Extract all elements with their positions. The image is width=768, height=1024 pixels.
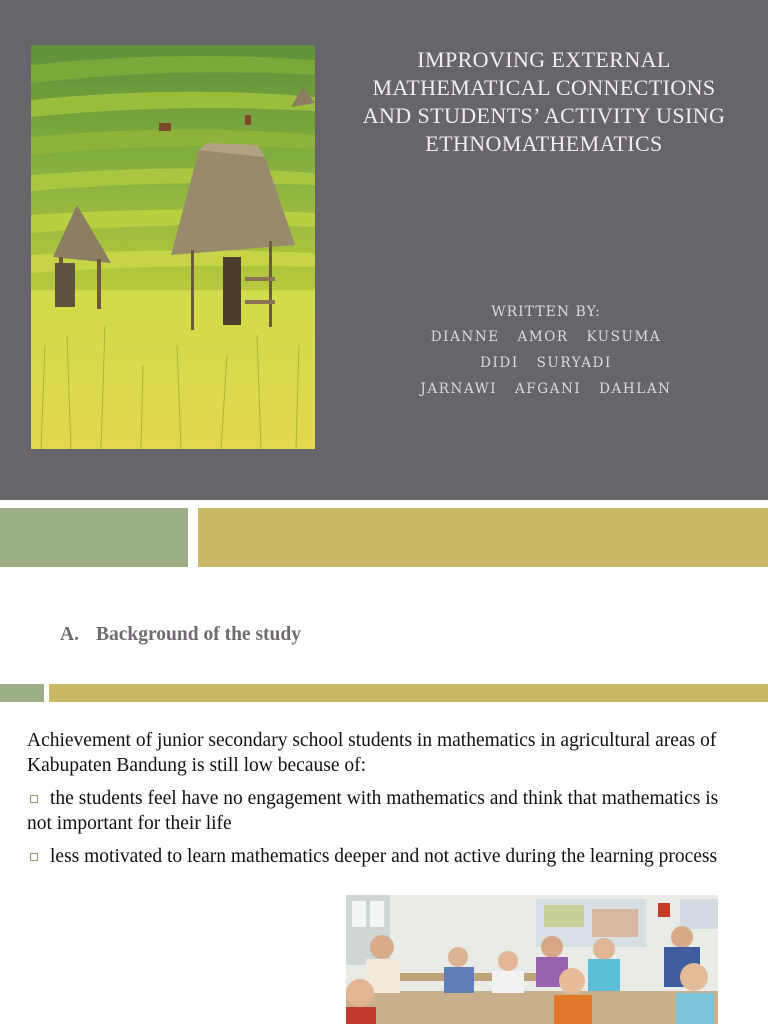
section-title: Background of the study [96, 624, 301, 645]
bullet-item-1 [27, 786, 747, 836]
rice-field-illustration [31, 45, 315, 449]
author-2: DIDI SURYADI [480, 355, 612, 371]
section-number: A. [60, 624, 79, 645]
title-line-2: MATHEMATICAL CONNECTIONS [372, 75, 716, 100]
gold-divider-bar [49, 684, 768, 702]
classroom-photo [346, 895, 718, 1024]
title-line-1: IMPROVING EXTERNAL [417, 47, 671, 72]
title-slide [0, 0, 768, 500]
classroom-illustration [346, 895, 718, 1024]
body-content [27, 728, 747, 877]
title-line-4: ETHNOMATHEMATICS [425, 131, 663, 156]
gold-accent-bar [198, 508, 768, 567]
green-accent-bar [0, 508, 188, 567]
author-1: DIANNE AMOR KUSUMA [430, 329, 662, 345]
author-3: JARNAWI AFGANI DAHLAN [420, 381, 672, 397]
intro-paragraph: Achievement of junior secondary school students in mathematics in agricultural areas of Kabupaten Bandung is still low because of: [27, 730, 717, 776]
bullet-text-1: the students feel have no engagement with mathematics and think that mathematics is not important for their life [27, 788, 719, 834]
presentation-title [340, 46, 748, 158]
bullet-item-2 [27, 844, 747, 869]
green-divider-bar [0, 684, 44, 702]
author-block [360, 300, 732, 402]
written-by-label: WRITTEN BY: [491, 304, 601, 320]
slide-separator [0, 500, 768, 507]
title-line-3: AND STUDENTS’ ACTIVITY USING [362, 103, 726, 128]
rice-field-photo [31, 45, 315, 449]
square-bullet-icon [30, 795, 38, 803]
bullet-text-2: less motivated to learn mathematics deeper and not active during the learning process [50, 846, 718, 867]
section-heading [60, 624, 301, 646]
square-bullet-icon [30, 853, 38, 861]
